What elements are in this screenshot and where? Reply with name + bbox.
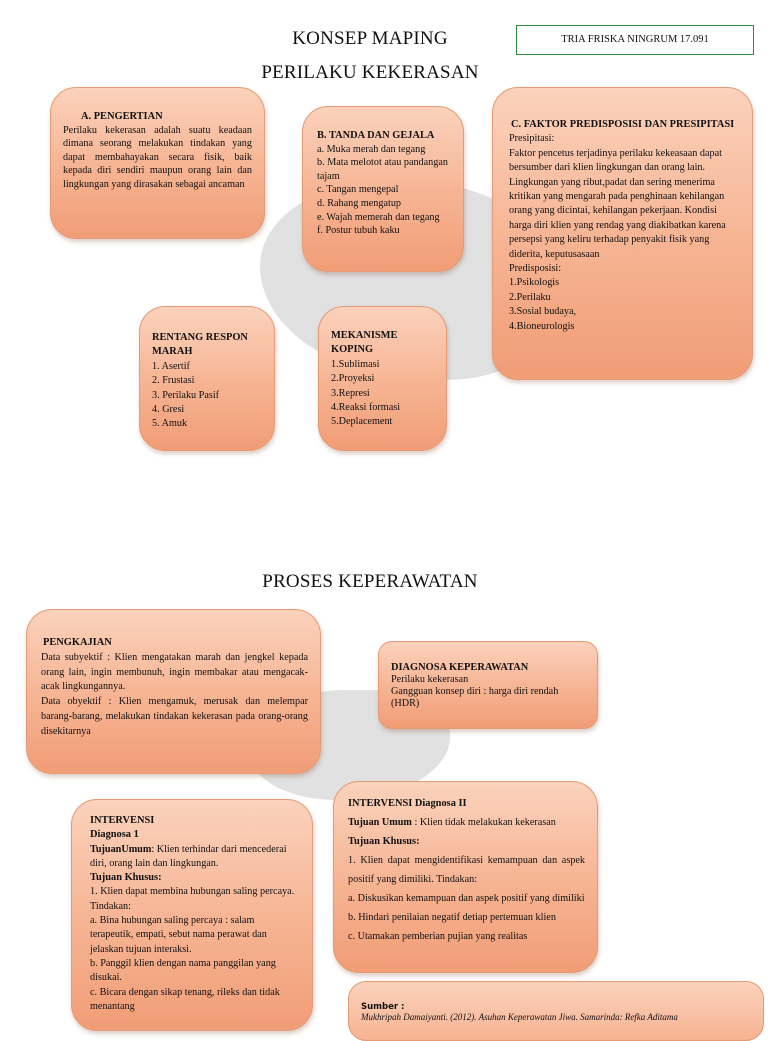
predisposisi-item: 1.Psikologis	[509, 277, 560, 289]
mekanisme-item: 4.Reaksi formasi	[331, 402, 401, 414]
intervensi1-item: b. Panggil klien dengan nama panggilan yang disukai.	[90, 957, 276, 984]
intervensi2-tujuan-khusus-label: Tujuan Khusus:	[348, 836, 420, 847]
card-intervensi-2	[333, 781, 598, 973]
intervensi2-tujuan-umum	[348, 813, 585, 832]
pengertian-heading: A. PENGERTIAN	[81, 111, 163, 122]
intervensi1-item: 1. Klien dapat membina hubungan saling percaya. Tindakan:	[90, 886, 295, 912]
pengkajian-heading: PENGKAJIAN	[43, 637, 112, 648]
card-pengkajian	[26, 609, 321, 774]
mekanisme-heading-2: KOPING	[331, 344, 374, 356]
card-pengertian	[50, 87, 265, 239]
intervensi2-heading: INTERVENSI Diagnosa II	[348, 798, 467, 809]
tujuan-umum-text: : Klien tidak melakukan kekerasan	[411, 817, 556, 828]
rentang-item: 4. Gresi	[152, 404, 185, 416]
intervensi1-item: a. Bina hubungan saling percaya : salam terapeutik, empati, sebut nama perawat dan jelaskan tujuan interaksi.	[90, 915, 267, 955]
card-rentang-respon	[139, 306, 275, 451]
diagnosa-line: Perilaku kekerasan	[391, 674, 469, 685]
tujuan-umum-label: TujuanUmum	[90, 843, 152, 855]
sumber-label: Sumber :	[361, 1002, 405, 1012]
rentang-heading: RENTANG RESPON	[152, 332, 248, 343]
tanda-item: f. Postur tubuh kaku	[317, 225, 400, 237]
intervensi2-item: b. Hindari penilaian negatif detiap pertemuan klien	[348, 912, 556, 923]
predisposisi-item: 4.Bioneurologis	[509, 320, 575, 332]
tujuan-umum-label: Tujuan Umum	[348, 817, 412, 828]
page-subtitle: PERILAKU KEKERASAN	[261, 62, 479, 83]
intervensi2-item: a. Diskusikan kemampuan dan aspek positif yang dimiliki	[348, 893, 585, 904]
predisposisi-item: 2.Perilaku	[509, 291, 551, 303]
predisposisi-label: Predisposisi:	[509, 263, 562, 275]
card-sumber	[348, 981, 764, 1041]
rentang-item: 3. Perilaku Pasif	[152, 389, 220, 401]
tanda-item: d. Rahang mengatup	[317, 197, 402, 209]
mekanisme-item: 1.Sublimasi	[331, 358, 380, 370]
intervensi1-item: c. Bicara dengan sikap tenang, rileks dan tidak menantang	[90, 986, 280, 1012]
mekanisme-item: 5.Deplacement	[331, 416, 393, 428]
author-box: TRIA FRISKA NINGRUM 17.091	[516, 25, 754, 55]
card-faktor	[492, 87, 753, 380]
card-mekanisme-koping	[318, 306, 447, 451]
intervensi2-item: c. Utamakan pemberian pujian yang realitas	[348, 931, 528, 942]
tanda-item: a. Muka merah dan tegang	[317, 143, 426, 155]
tanda-item: c. Tangan mengepal	[317, 184, 399, 196]
tanda-heading: B. TANDA DAN GEJALA	[317, 130, 435, 141]
diagnosa-line: Gangguan konsep diri : harga diri rendah (HDR)	[391, 686, 559, 709]
pengkajian-obyektif: Data obyektif : Klien mengamuk, merusak dan melempar barang-barang, melakukan tindakan kekerasan pada orang-orang disekitarnya	[41, 696, 308, 737]
mekanisme-heading: MEKANISME	[331, 330, 398, 341]
page-title: KONSEP MAPING	[292, 28, 448, 49]
mekanisme-item: 2.Proyeksi	[331, 373, 375, 385]
presipitasi-label: Presipitasi:	[509, 133, 555, 145]
rentang-heading-2: MARAH	[152, 346, 193, 358]
intervensi1-heading: INTERVENSI	[90, 815, 155, 826]
rentang-item: 2. Frustasi	[152, 375, 195, 387]
pengkajian-subyektif: Data subyektif : Klien mengatakan marah dan jengkel kepada orang lain, ingin membunuh, ingin membakar atau mengacak-acak lingkungannya.	[41, 651, 308, 693]
faktor-heading: C. FAKTOR PREDISPOSISI DAN PRESIPITASI	[511, 119, 735, 130]
rentang-item: 5. Amuk	[152, 418, 188, 430]
card-intervensi-1	[71, 799, 313, 1031]
intervensi1-heading-2: Diagnosa 1	[90, 829, 139, 841]
tanda-item: e. Wajah memerah dan tegang	[317, 211, 440, 223]
mekanisme-item: 3.Represi	[331, 387, 370, 399]
pengertian-body: Perilaku kekerasan adalah suatu keadaan dimana seorang melakukan tindakan yang dapat membahayakan secara fisik, baik kepada diri sendiri maupun orang lain dan lingkungan yang dirasakan sebagai ancaman	[63, 124, 252, 190]
presipitasi-body: Faktor pencetus terjadinya perilaku kekeasaan dapat bersumber dari klien lingkungan dan orang lain. Lingkungan yang ribut,padat dan sering menerima kritikan yang mengarah pada penghinaan kehilangan orang yang dicintai, kehilangan pekerjaan. Kondisi harga diri klien yang rendag yang diakibatkan karena persepsi yang keliru terhadap penyakit fisik yang diderita, keputusasaan	[509, 147, 726, 260]
intervensi1-tujuan-umum	[90, 843, 300, 872]
section-title-proses: PROSES KEPERAWATAN	[262, 571, 478, 592]
intervensi2-item: 1. Klien dapat mengidentifikasi kemampuan dan aspek positif yang dimiliki. Tindakan:	[348, 855, 585, 885]
intervensi1-tujuan-khusus-label: Tujuan Khusus:	[90, 872, 162, 884]
tanda-item: b. Mata melotot atau pandangan tajam	[317, 157, 448, 182]
sumber-text: Mukhripah Damaiyanti. (2012). Asuhan Keperawatan Jiwa. Samarinda: Refka Aditama	[361, 1012, 678, 1022]
diagnosa-heading: DIAGNOSA KEPERAWATAN	[391, 662, 529, 673]
tujuan-umum-text: : Klien terhindar dari mencederai diri, orang lain dan lingkungan.	[90, 843, 287, 869]
rentang-item: 1. Asertif	[152, 360, 190, 372]
card-diagnosa	[378, 641, 598, 729]
card-tanda-gejala	[302, 106, 464, 272]
predisposisi-item: 3.Sosial budaya,	[509, 306, 577, 318]
